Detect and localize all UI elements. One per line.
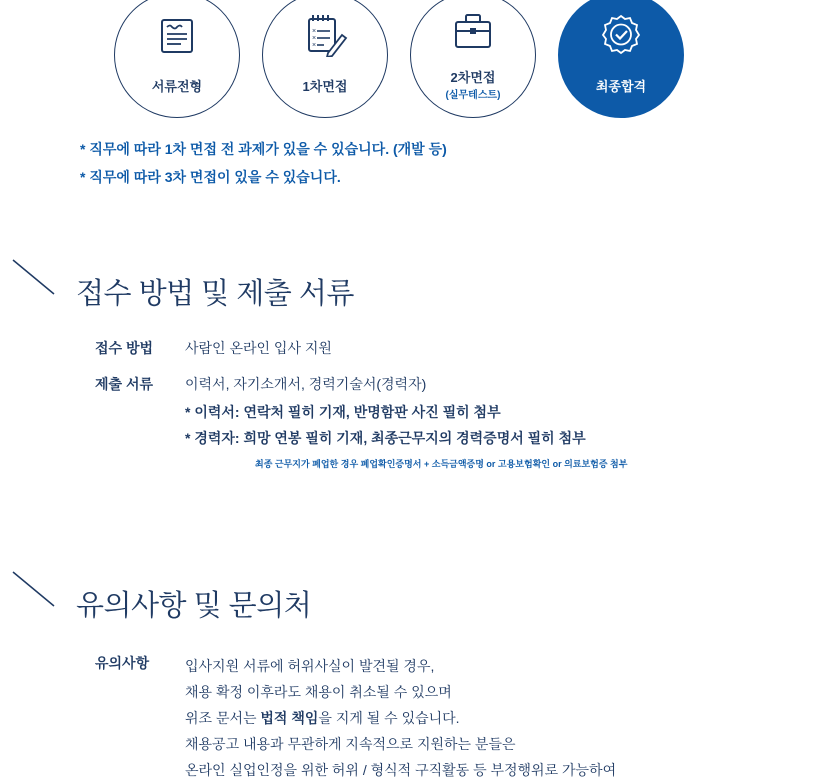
docs-tiny-note: 최종 근무지가 폐업한 경우 폐업확인증명서 + 소득금액증명 or 고용보험확인 or 의료보험증 첨부	[255, 459, 628, 469]
svg-text:×: ×	[312, 35, 317, 42]
section-title-caution: 유의사항 및 문의처	[76, 590, 312, 622]
process-note: * 직무에 따라 1차 면접 전 과제가 있을 수 있습니다. (개발 등)	[80, 141, 447, 157]
docs-label: 제출 서류	[95, 376, 153, 392]
caution-line	[185, 708, 460, 728]
caution-line-text: 을 지게 될 수 있습니다.	[318, 710, 460, 726]
section-slash-icon	[10, 258, 58, 303]
step-label: 2차면접	[450, 70, 496, 85]
caution-line-text: 위조 문서는	[185, 710, 261, 726]
docs-value: 이력서, 자기소개서, 경력기술서(경력자)	[185, 376, 427, 392]
section-title-application: 접수 방법 및 제출 서류	[76, 278, 354, 310]
svg-text:×: ×	[312, 42, 317, 49]
step-first-interview	[262, 0, 388, 118]
caution-line: 채용 확정 이후라도 채용이 취소될 수 있으며	[185, 684, 452, 700]
step-label: 1차면접	[302, 79, 348, 94]
badge-check-icon	[599, 13, 643, 62]
method-value: 사람인 온라인 입사 지원	[185, 340, 332, 356]
step-label: 서류전형	[151, 79, 203, 94]
step-sublabel: (실무테스트)	[445, 90, 501, 101]
caution-line: 입사지원 서류에 허위사실이 발견될 경우,	[185, 658, 435, 674]
svg-text:×: ×	[312, 28, 317, 35]
caution-line: 채용공고 내용과 무관하게 지속적으로 지원하는 분들은	[185, 736, 516, 752]
notepad-pencil-icon	[302, 13, 348, 62]
docs-note-experienced: * 경력자: 희망 연봉 필히 기재, 최종근무지의 경력증명서 필히 첨부	[185, 430, 586, 446]
process-note: * 직무에 따라 3차 면접이 있을 수 있습니다.	[80, 169, 341, 185]
docs-note-resume: * 이력서: 연락처 필히 기재, 반명함판 사진 필히 첨부	[185, 404, 501, 420]
method-label: 접수 방법	[95, 340, 153, 356]
step-second-interview	[410, 0, 536, 118]
step-document-screening	[114, 0, 240, 118]
briefcase-icon	[452, 11, 494, 56]
legal-responsibility-emphasis: 법적 책임	[260, 710, 319, 726]
caution-line: 온라인 실업인정을 위한 허위 / 형식적 구직활동 등 부정행위로 가능하여	[185, 762, 617, 778]
section-slash-icon	[10, 570, 58, 615]
step-label: 최종합격	[595, 79, 647, 94]
caution-label: 유의사항	[95, 655, 150, 671]
step-final-pass	[558, 0, 684, 118]
document-icon	[157, 17, 197, 60]
